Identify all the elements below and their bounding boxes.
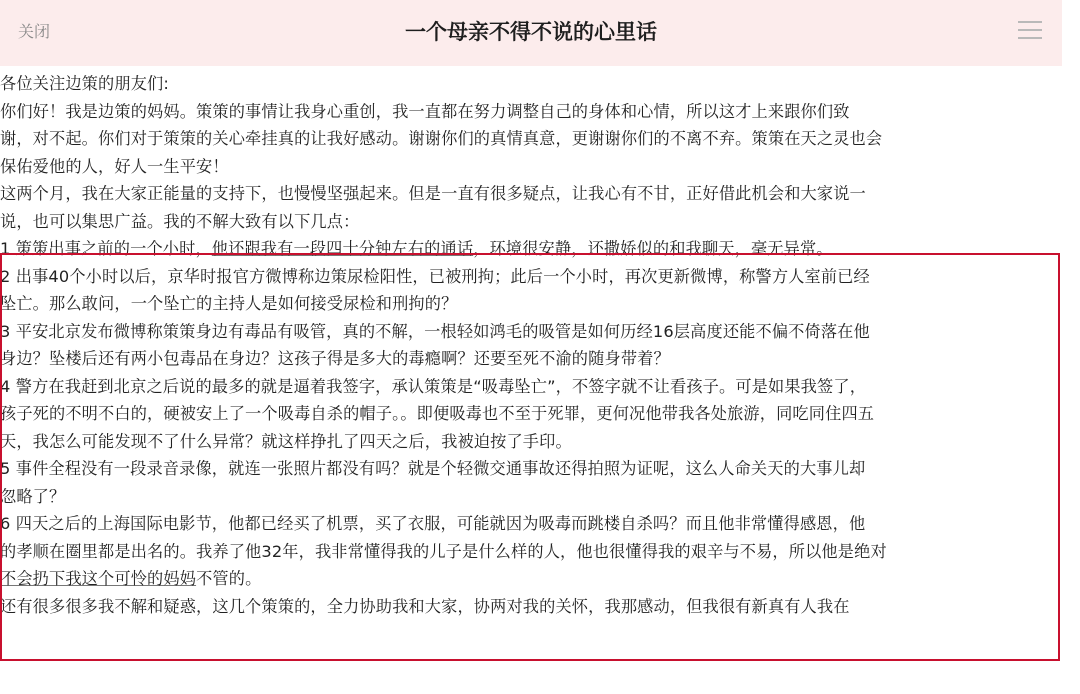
- point-line: 5 事件全程没有一段录音录像，就连一张照片都没有吗？就是个轻微交通事故还得拍照为证呢，这么人命关天的大事儿却: [0, 459, 866, 478]
- point-line: 2 出事40个小时以后，京华时报官方微博称边策尿检阳性，已被刑拘；此后一个小时，再次更新微博，称警方人室前已经: [0, 266, 870, 286]
- letter-body: [0, 70, 1080, 620]
- point-line: 4 警方在我赶到北京之后说的最多的就是逼着我签字，承认策策是“吸毒坠亡”，不签字就不让看孩子。可是如果我签了，: [0, 376, 867, 396]
- point-line: 坠亡。那么敢问，一个坠亡的主持人是如何接受尿检和刑拘的？: [0, 294, 458, 313]
- top-bar: [0, 0, 1062, 66]
- greeting: 各位关注边策的朋友们:: [0, 74, 169, 93]
- point-1-after: ，环境很安静，还撒娇似的和我聊天，毫无异常。: [473, 239, 833, 258]
- paragraph-line: 谢，对不起。你们对于策策的关心牵挂真的让我好感动。谢谢你们的真情真意，更谢谢你们的不离不弃。策策在天之灵也会: [0, 129, 883, 148]
- point-line: 6 四天之后的上海国际电影节，他都已经买了机票，买了衣服，可能就因为吸毒而跳楼自杀吗？而且他非常懂得感恩，他: [0, 514, 866, 533]
- page-title: 一个母亲不得不说的心里话: [405, 20, 657, 44]
- point-1-before: 1 策策出事之前的一个小时，: [0, 239, 212, 258]
- last-point-line: [0, 565, 1080, 593]
- paragraph-line: 这两个月，我在大家正能量的支持下，也慢慢坚强起来。但是一直有很多疑点，让我心有不甘，正好借此机会和大家说一: [0, 184, 866, 203]
- point-line: 的孝顺在圈里都是出名的。我养了他32年，我非常懂得我的儿子是什么样的人，他也很懂得我的艰辛与不易，所以他是绝对: [0, 541, 887, 561]
- point-line: 3 平安北京发布微博称策策身边有毒品有吸管，真的不解，一根轻如鸿毛的吸管是如何历经16层高度还能不偏不倚落在他: [0, 321, 870, 341]
- point-line: 孩子死的不明不白的，硬被安上了一个吸毒自杀的帽子。。即便吸毒也不至于死罪，更何况他带我各处旅游，同吃同住四五: [0, 404, 875, 423]
- point-line: 天，我怎么可能发现不了什么异常？就这样挣扎了四天之后，我被迫按了手印。: [0, 431, 572, 451]
- paragraph-line: 你们好！我是边策的妈妈。策策的事情让我身心重创，我一直都在努力调整自己的身体和心情，所以这才上来跟你们致: [0, 101, 850, 121]
- point-line: 身边？坠楼后还有两小包毒品在身边？这孩子得是多大的毒瘾啊？还要至死不渝的随身带着？: [0, 349, 670, 368]
- last-line-underlined: 不会扔下我这个可怜的妈妈: [0, 569, 197, 588]
- paragraph-line: 说，也可以集思广益。我的不解大致有以下几点：: [0, 211, 360, 231]
- last-line-after: 不管的。: [196, 569, 262, 588]
- close-button[interactable]: 关闭: [18, 22, 51, 41]
- cut-off-line: 还有很多很多我不解和疑惑，这几个策策的，全力协助我和大家，协两对我的关怀，我那感动，但我很有新真有人我在: [0, 596, 850, 616]
- point-1-underlined: 他还跟我有一段四十分钟左右的通话: [211, 239, 474, 258]
- point-line: 忽略了？: [0, 486, 66, 506]
- paragraph-line: 保佑爱他的人，好人一生平安！: [0, 156, 229, 176]
- menu-icon[interactable]: [1018, 21, 1042, 41]
- point-1-line: [0, 235, 1080, 263]
